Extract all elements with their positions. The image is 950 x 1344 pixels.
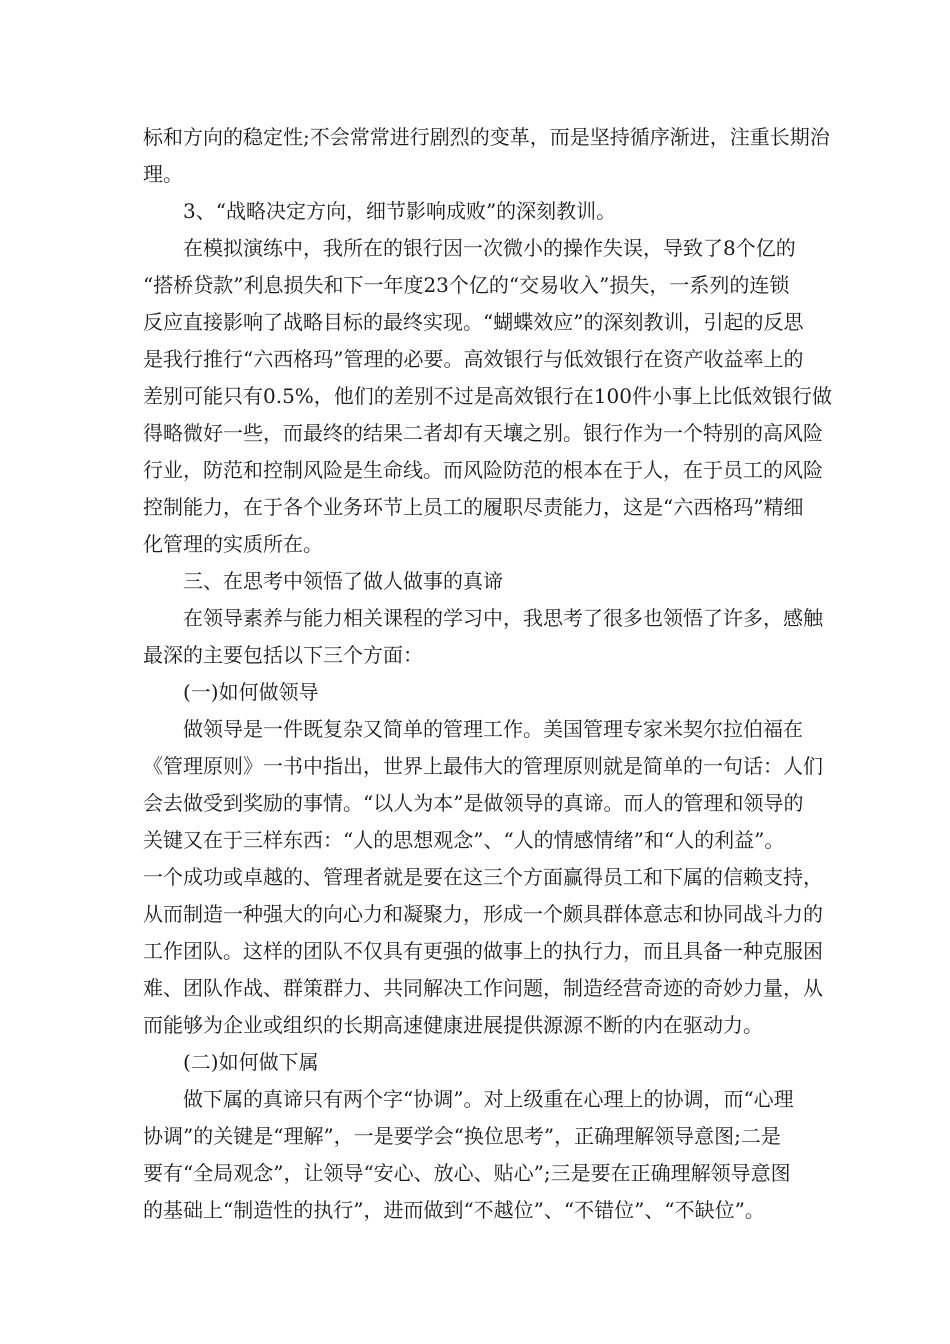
text-line: 控制能力，在于各个业务环节上员工的履职尽责能力，这是“六西格玛”精细 [143, 495, 804, 519]
text-line: 《管理原则》一书中指出，世界上最伟大的管理原则就是简单的一句话：人们 [143, 754, 823, 778]
text-line: 的基础上“制造性的执行”，进而做到“不越位”、“不错位”、“不缺位”。 [143, 1198, 765, 1222]
text-line: 从而制造一种强大的向心力和凝聚力，形成一个颇具群体意志和协同战斗力的 [143, 902, 823, 926]
text-line: 理。 [143, 162, 183, 186]
text-line: 关键又在于三样东西：“人的思想观念”、“人的情感情绪”和“人的利益”。 [143, 828, 785, 852]
text-line: 得略微好一些，而最终的结果二者却有天壤之别。银行作为一个特别的高风险 [143, 421, 823, 445]
text-line: 做下属的真谛只有两个字“协调”。对上级重在心理上的协调，而“心理 [183, 1087, 794, 1111]
text-line: 要有“全局观念”，让领导“安心、放心、贴心”;三是要在正确理解领导意图 [143, 1161, 791, 1185]
text-line: 一个成功或卓越的、管理者就是要在这三个方面赢得员工和下属的信赖支持， [143, 865, 823, 889]
section-heading: 3、“战略决定方向，细节影响成败”的深刻教训。 [183, 199, 617, 223]
text-line: “搭桥贷款”利息损失和下一年度23个亿的“交易收入”损失，一系列的连锁 [143, 273, 790, 297]
text-line: 最深的主要包括以下三个方面： [143, 643, 423, 667]
subsection-heading: (一)如何做领导 [183, 680, 319, 704]
text-line: 标和方向的稳定性;不会常常进行剧烈的变革，而是坚持循序渐进，注重长期治 [143, 125, 830, 149]
text-line: 协调”的关键是“理解”，一是要学会“换位思考”，正确理解领导意图;二是 [143, 1124, 781, 1148]
text-line: 会去做受到奖励的事情。“以人为本”是做领导的真谛。而人的管理和领导的 [143, 791, 804, 815]
text-line: 是我行推行“六西格玛”管理的必要。高效银行与低效银行在资产收益率上的 [143, 347, 804, 371]
text-line: 行业，防范和控制风险是生命线。而风险防范的根本在于人，在于员工的风险 [143, 458, 823, 482]
text-line: 反应直接影响了战略目标的最终实现。“蝴蝶效应”的深刻教训，引起的反思 [143, 310, 804, 334]
subsection-heading: (二)如何做下属 [183, 1050, 319, 1074]
text-line: 差别可能只有0.5%，他们的差别不过是高效银行在100件小事上比低效银行做 [143, 384, 832, 408]
text-line: 化管理的实质所在。 [143, 532, 323, 556]
text-line: 而能够为企业或组织的长期高速健康进展提供源源不断的内在驱动力。 [143, 1013, 763, 1037]
text-line: 在领导素养与能力相关课程的学习中，我思考了很多也领悟了许多，感触 [183, 606, 823, 630]
text-line: 在模拟演练中，我所在的银行因一次微小的操作失误，导致了8个亿的 [183, 236, 796, 260]
text-line: 难、团队作战、群策群力、共同解决工作问题，制造经营奇迹的奇妙力量，从 [143, 976, 823, 1000]
text-line: 工作团队。这样的团队不仅具有更强的做事上的执行力，而且具备一种克服困 [143, 939, 823, 963]
section-heading: 三、在思考中领悟了做人做事的真谛 [183, 569, 503, 593]
text-line: 做领导是一件既复杂又简单的管理工作。美国管理专家米契尔拉伯福在 [183, 717, 803, 741]
